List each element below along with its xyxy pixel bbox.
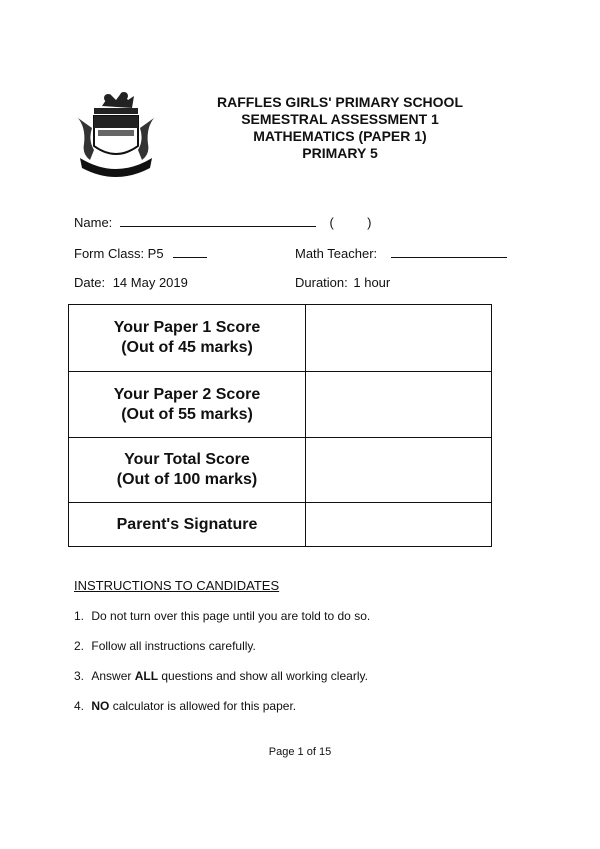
score-row-paper1 <box>69 305 491 371</box>
paper2-score-cell[interactable] <box>305 372 491 437</box>
instruction-text: Do not turn over this page until you are told to do so. <box>91 609 371 623</box>
date-value: 14 May 2019 <box>112 275 188 290</box>
school-crest-logo <box>72 88 160 180</box>
score-label-line1: Your Paper 2 Score <box>113 385 261 403</box>
instruction-text: Follow all instructions carefully. <box>91 639 256 653</box>
school-name: RAFFLES GIRLS' PRIMARY SCHOOL <box>216 94 463 110</box>
page-number: Page 1 of 15 <box>268 746 332 758</box>
date-row <box>74 275 188 290</box>
instruction-item <box>74 699 296 713</box>
instruction-number: 4. <box>74 699 85 713</box>
register-paren-open: ( <box>329 215 334 230</box>
instruction-text: Answer <box>91 669 135 683</box>
math-teacher-blank[interactable] <box>391 257 507 258</box>
score-label-line2: (Out of 100 marks) <box>116 471 258 488</box>
form-class-blank[interactable] <box>173 257 207 258</box>
total-score-cell[interactable] <box>305 438 491 502</box>
score-label-line1: Your Paper 1 Score <box>113 319 261 336</box>
instruction-emphasis: NO <box>91 699 110 713</box>
duration-row <box>295 275 390 290</box>
instruction-item <box>74 669 368 683</box>
form-class-row <box>74 246 207 261</box>
instruction-number: 2. <box>74 639 85 653</box>
score-label-line2: (Out of 45 marks) <box>121 339 253 356</box>
score-row-label <box>69 372 305 437</box>
name-row <box>74 215 371 230</box>
instruction-text: questions and show all working clearly. <box>158 669 368 683</box>
score-label-line1: Your Total Score <box>124 451 250 468</box>
parent-signature-cell[interactable] <box>305 503 491 546</box>
signature-label: Parent's Signature <box>116 515 258 533</box>
register-paren-close: ) <box>367 215 372 230</box>
subject-title: MATHEMATICS (PAPER 1) <box>253 128 427 144</box>
score-row-paper2 <box>69 372 491 437</box>
score-table <box>68 304 492 547</box>
paper1-score-cell[interactable] <box>305 305 491 371</box>
score-row-label <box>69 503 305 546</box>
level-title: PRIMARY 5 <box>302 145 378 161</box>
date-label: Date: <box>74 275 106 290</box>
instruction-number: 1. <box>74 609 85 623</box>
score-row-total <box>69 438 491 502</box>
score-row-signature <box>69 503 491 546</box>
name-blank[interactable] <box>120 226 316 227</box>
assessment-title: SEMESTRAL ASSESSMENT 1 <box>241 111 439 127</box>
math-teacher-row <box>295 246 507 261</box>
instruction-item <box>74 609 370 623</box>
form-class-label: Form Class: P5 <box>74 246 164 261</box>
instruction-text: calculator is allowed for this paper. <box>109 699 297 713</box>
instruction-emphasis: ALL <box>134 669 159 683</box>
math-teacher-label: Math Teacher: <box>295 246 378 261</box>
name-label: Name: <box>74 215 113 230</box>
duration-label: Duration: <box>295 275 348 290</box>
score-label-line2: (Out of 55 marks) <box>121 405 253 423</box>
duration-value: 1 hour <box>353 275 391 290</box>
instruction-number: 3. <box>74 669 85 683</box>
instruction-item <box>74 639 256 653</box>
score-row-label <box>69 438 305 502</box>
score-row-label <box>69 305 305 371</box>
instructions-title: INSTRUCTIONS TO CANDIDATES <box>74 578 280 593</box>
